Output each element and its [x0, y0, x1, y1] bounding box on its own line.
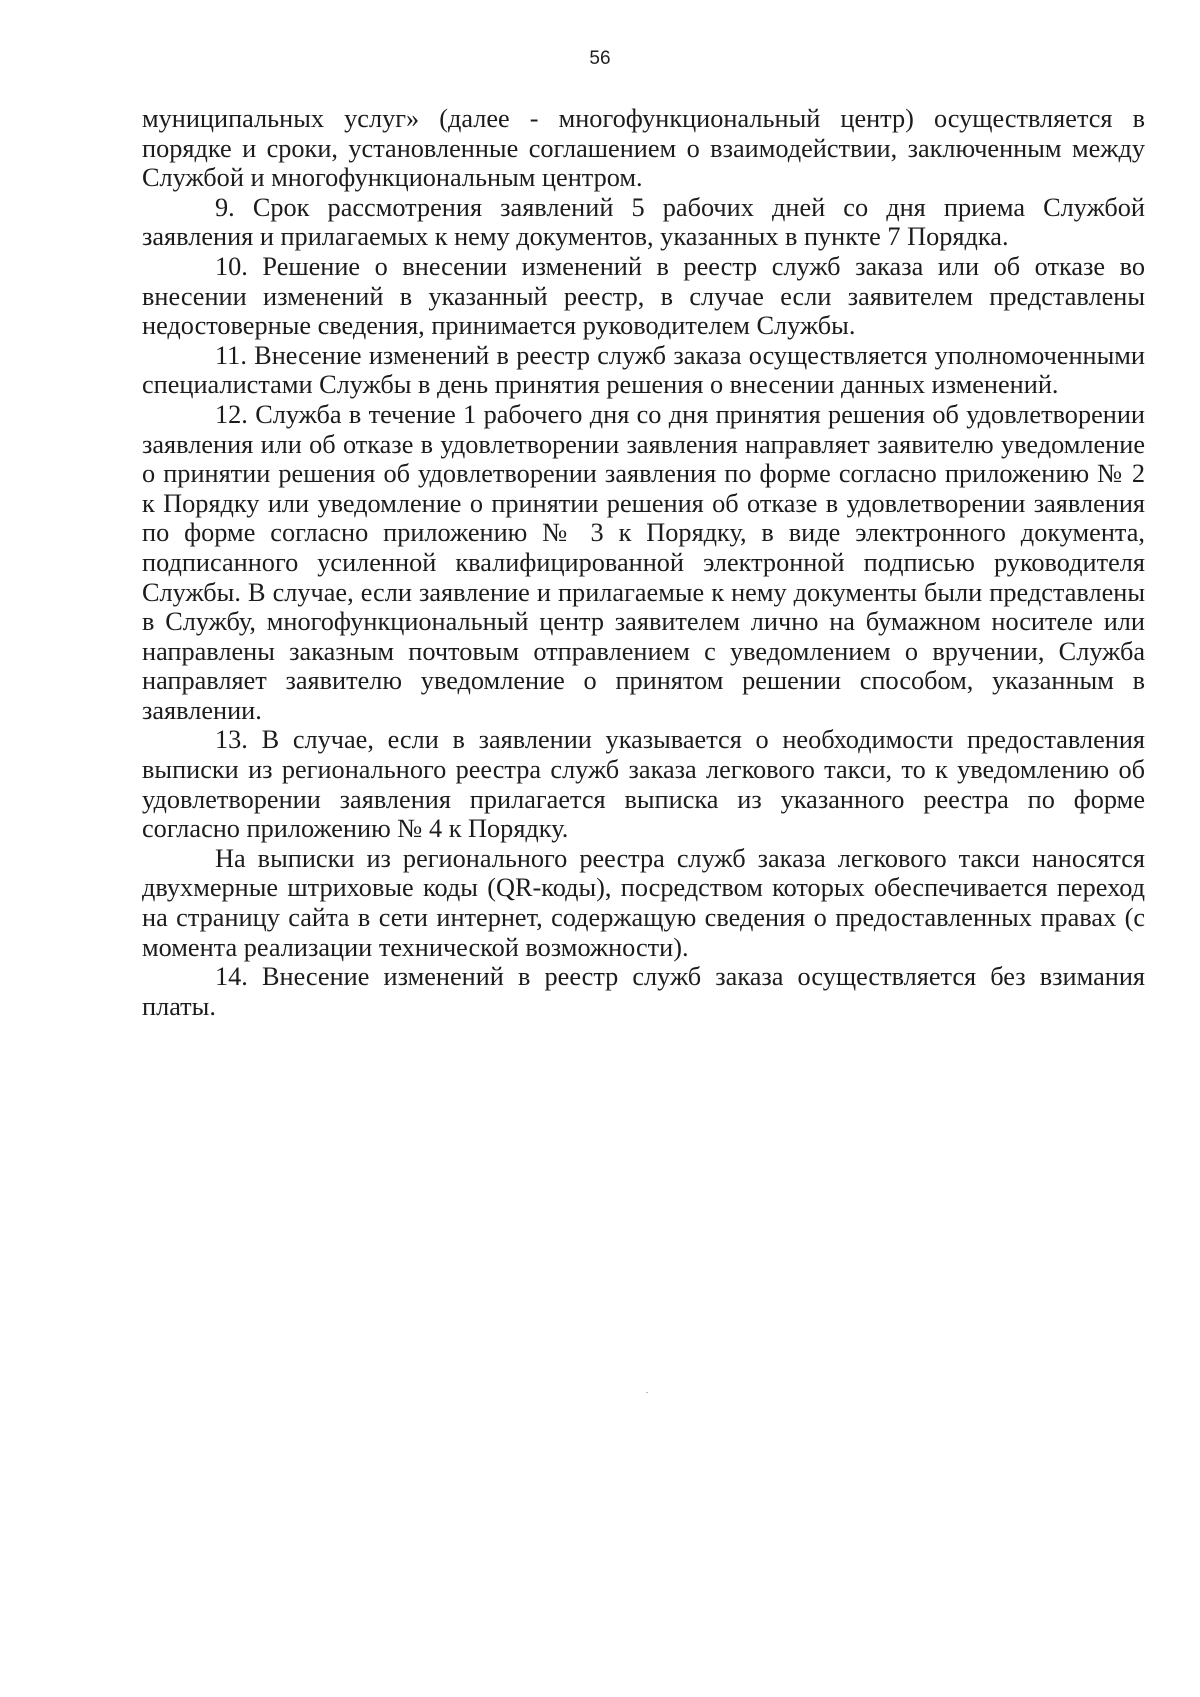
paragraph-item-10: 10. Решение о внесении изменений в реестр служб заказа или об отказе во внесении изменений в указанный реестр, в случае если заявителем представлены недостоверные сведения, принимается руководителем Службы. — [142, 251, 1145, 341]
paragraph-item-14: 14. Внесение изменений в реестр служб заказа осуществляется без взимания платы. — [142, 962, 1145, 1021]
document-body — [142, 104, 1145, 1021]
paragraph-item-12: 12. Служба в течение 1 рабочего дня со дня принятия решения об удовлетворении заявления или об отказе в удовлетворении заявления направляет заявителю уведомление о принятии решения об удовлетворении заявления по форме согласно приложению № 2 к Порядку или уведомление о принятии решения об отказе в удовлетворении заявления по форме согласно приложению № 3 к Порядку, в виде электронного документа, подписанного усиленной квалифицированной электронной подписью руководителя Службы. В случае, если заявление и прилагаемые к нему документы были представлены в Службу, многофункциональный центр заявителем лично на бумажном носителе или направлены заказным почтовым отправлением с уведомлением о вручении, Служба направляет заявителю уведомление о принятом решении способом, указанным в заявлении. — [142, 399, 1145, 725]
paragraph-qr-codes: На выписки из регионального реестра служб заказа легкового такси наносятся двухмерные штриховые коды (QR-коды), посредством которых обеспечивается переход на страницу сайта в сети интернет, содержащую сведения о предоставленных правах (с момента реализации технической возможности). — [142, 843, 1145, 962]
scan-speck — [646, 1392, 648, 1393]
paragraph-item-9: 9. Срок рассмотрения заявлений 5 рабочих дней со дня приема Службой заявления и прилагаемых к нему документов, указанных в пункте 7 Порядка. — [142, 192, 1145, 252]
page-number: 56 — [589, 48, 611, 69]
paragraph-item-13: 13. В случае, если в заявлении указывается о необходимости предоставления выписки из регионального реестра служб заказа легкового такси, то к уведомлению об удовлетворении заявления прилагается выписка из указанного реестра по форме согласно приложению № 4 к Порядку. — [142, 725, 1145, 844]
paragraph-item-11: 11. Внесение изменений в реестр служб заказа осуществляется уполномоченными специалистами Службы в день принятия решения о внесении данных изменений. — [142, 340, 1145, 400]
paragraph-continuation: муниципальных услуг» (далее - многофункциональный центр) осуществляется в порядке и сроки, установленные соглашением о взаимодействии, заключенным между Службой и многофункциональным центром. — [142, 104, 1145, 193]
